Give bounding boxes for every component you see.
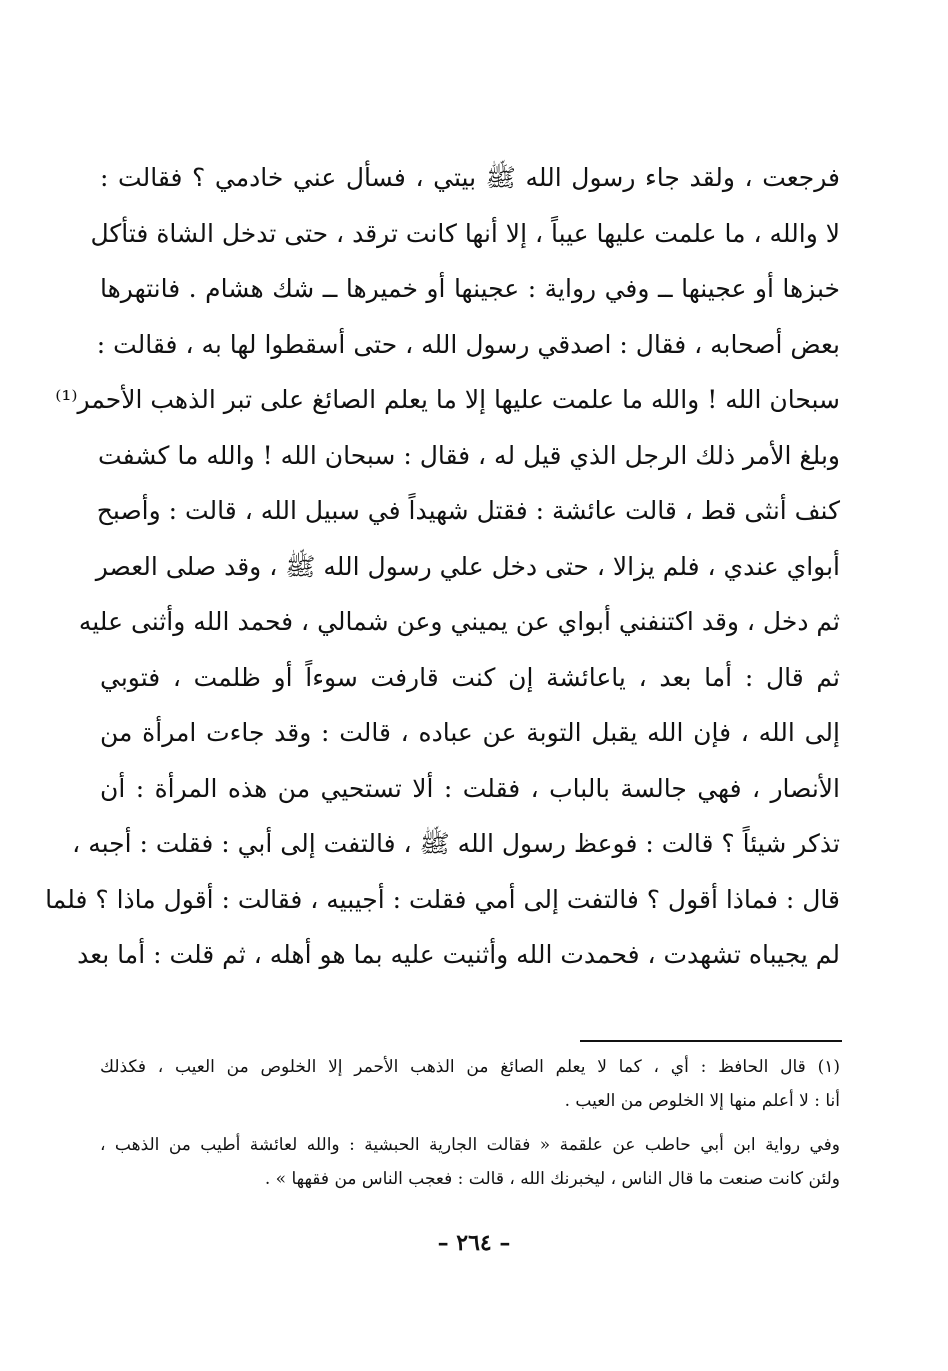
text-line-11: إلى الله ، فإن الله يقبل التوبة عن عباده ، قالت : وقد جاءت امرأة من [100, 718, 840, 747]
text-line-2: لا والله ، ما علمت عليها عيباً ، إلا أنها كانت ترقد ، حتى تدخل الشاة فتأكل [90, 218, 840, 248]
footnotes [100, 1050, 840, 1196]
text-line-7: كنف أنثى قط ، قالت عائشة : فقتل شهيداً في سبيل الله ، قالت : وأصبح [96, 496, 840, 525]
text-line-12: الأنصار ، فهي جالسة بالباب ، فقلت : ألا تستحيي من هذه المرأة : أن [100, 773, 840, 803]
text-line-5: سبحان الله ! والله ما علمت عليها إلا ما يعلم الصائغ على تبر الذهب الأحمر⁽¹⁾ [55, 385, 840, 414]
text-line-4: بعض أصحابه ، فقال : اصدقي رسول الله ، حتى أسقطوا لها به ، فقالت : [96, 329, 840, 359]
page-number: – ٢٦٤ – [437, 1230, 511, 1256]
text-line-9: ثم دخل ، وقد اكتنفني أبواي عن يميني وعن شمالي ، فحمد الله وأثنى عليه [78, 607, 840, 636]
text-line-6: وبلغ الأمر ذلك الرجل الذي قيل له ، فقال : سبحان الله ! والله ما كشفت [98, 440, 840, 470]
text-line-10: ثم قال : أما بعد ، ياعائشة إن كنت قارفت سوءاً أو ظلمت ، فتوبي [100, 662, 840, 692]
text-line-13: تذكر شيئاً ؟ قالت : فوعظ رسول الله ﷺ ، فالتفت إلى أبي : فقلت : أجبه ، [72, 829, 840, 858]
text-line-15: لم يجيباه تشهدت ، فحمدت الله وأثنيت عليه بما هو أهله ، ثم قلت : أما بعد [77, 940, 840, 969]
main-text [45, 150, 840, 983]
footnote-line-1: (١) قال الحافظ : أي ، كما لا يعلم الصائغ من الذهب الأحمر إلا الخلوص من العيب ، فكذلك [100, 1057, 840, 1077]
text-line-1: فرجعت ، ولقد جاء رسول الله ﷺ بيتي ، فسأل عني خادمي ؟ فقالت : [100, 163, 840, 192]
footnote-line-3: وفي رواية ابن أبي حاطب عن علقمة « فقالت الجارية الحبشية : والله لعائشة أطيب من الذهب ، [100, 1135, 840, 1155]
text-line-8: أبواي عندي ، فلم يزالا ، حتى دخل علي رسول الله ﷺ ، وقد صلى العصر [95, 551, 840, 581]
footnote-line-4: ولئن كانت صنعت ما قال الناس ، ليخبرنك الله ، قالت : فعجب الناس من فقهها » . [264, 1169, 840, 1189]
text-line-14: قال : فماذا أقول ؟ فالتفت إلى أمي فقلت : أجيبيه ، فقالت : أقول ماذا ؟ فلما [45, 884, 840, 914]
footnote-line-2: أنا : لا أعلم منها إلا الخلوص من العيب . [564, 1091, 840, 1111]
footnote-divider [580, 1040, 842, 1042]
text-line-3: خبزها أو عجينها ــ وفي رواية : عجينها أو خميرها ــ شك هشام . فانتهرها [100, 274, 840, 303]
